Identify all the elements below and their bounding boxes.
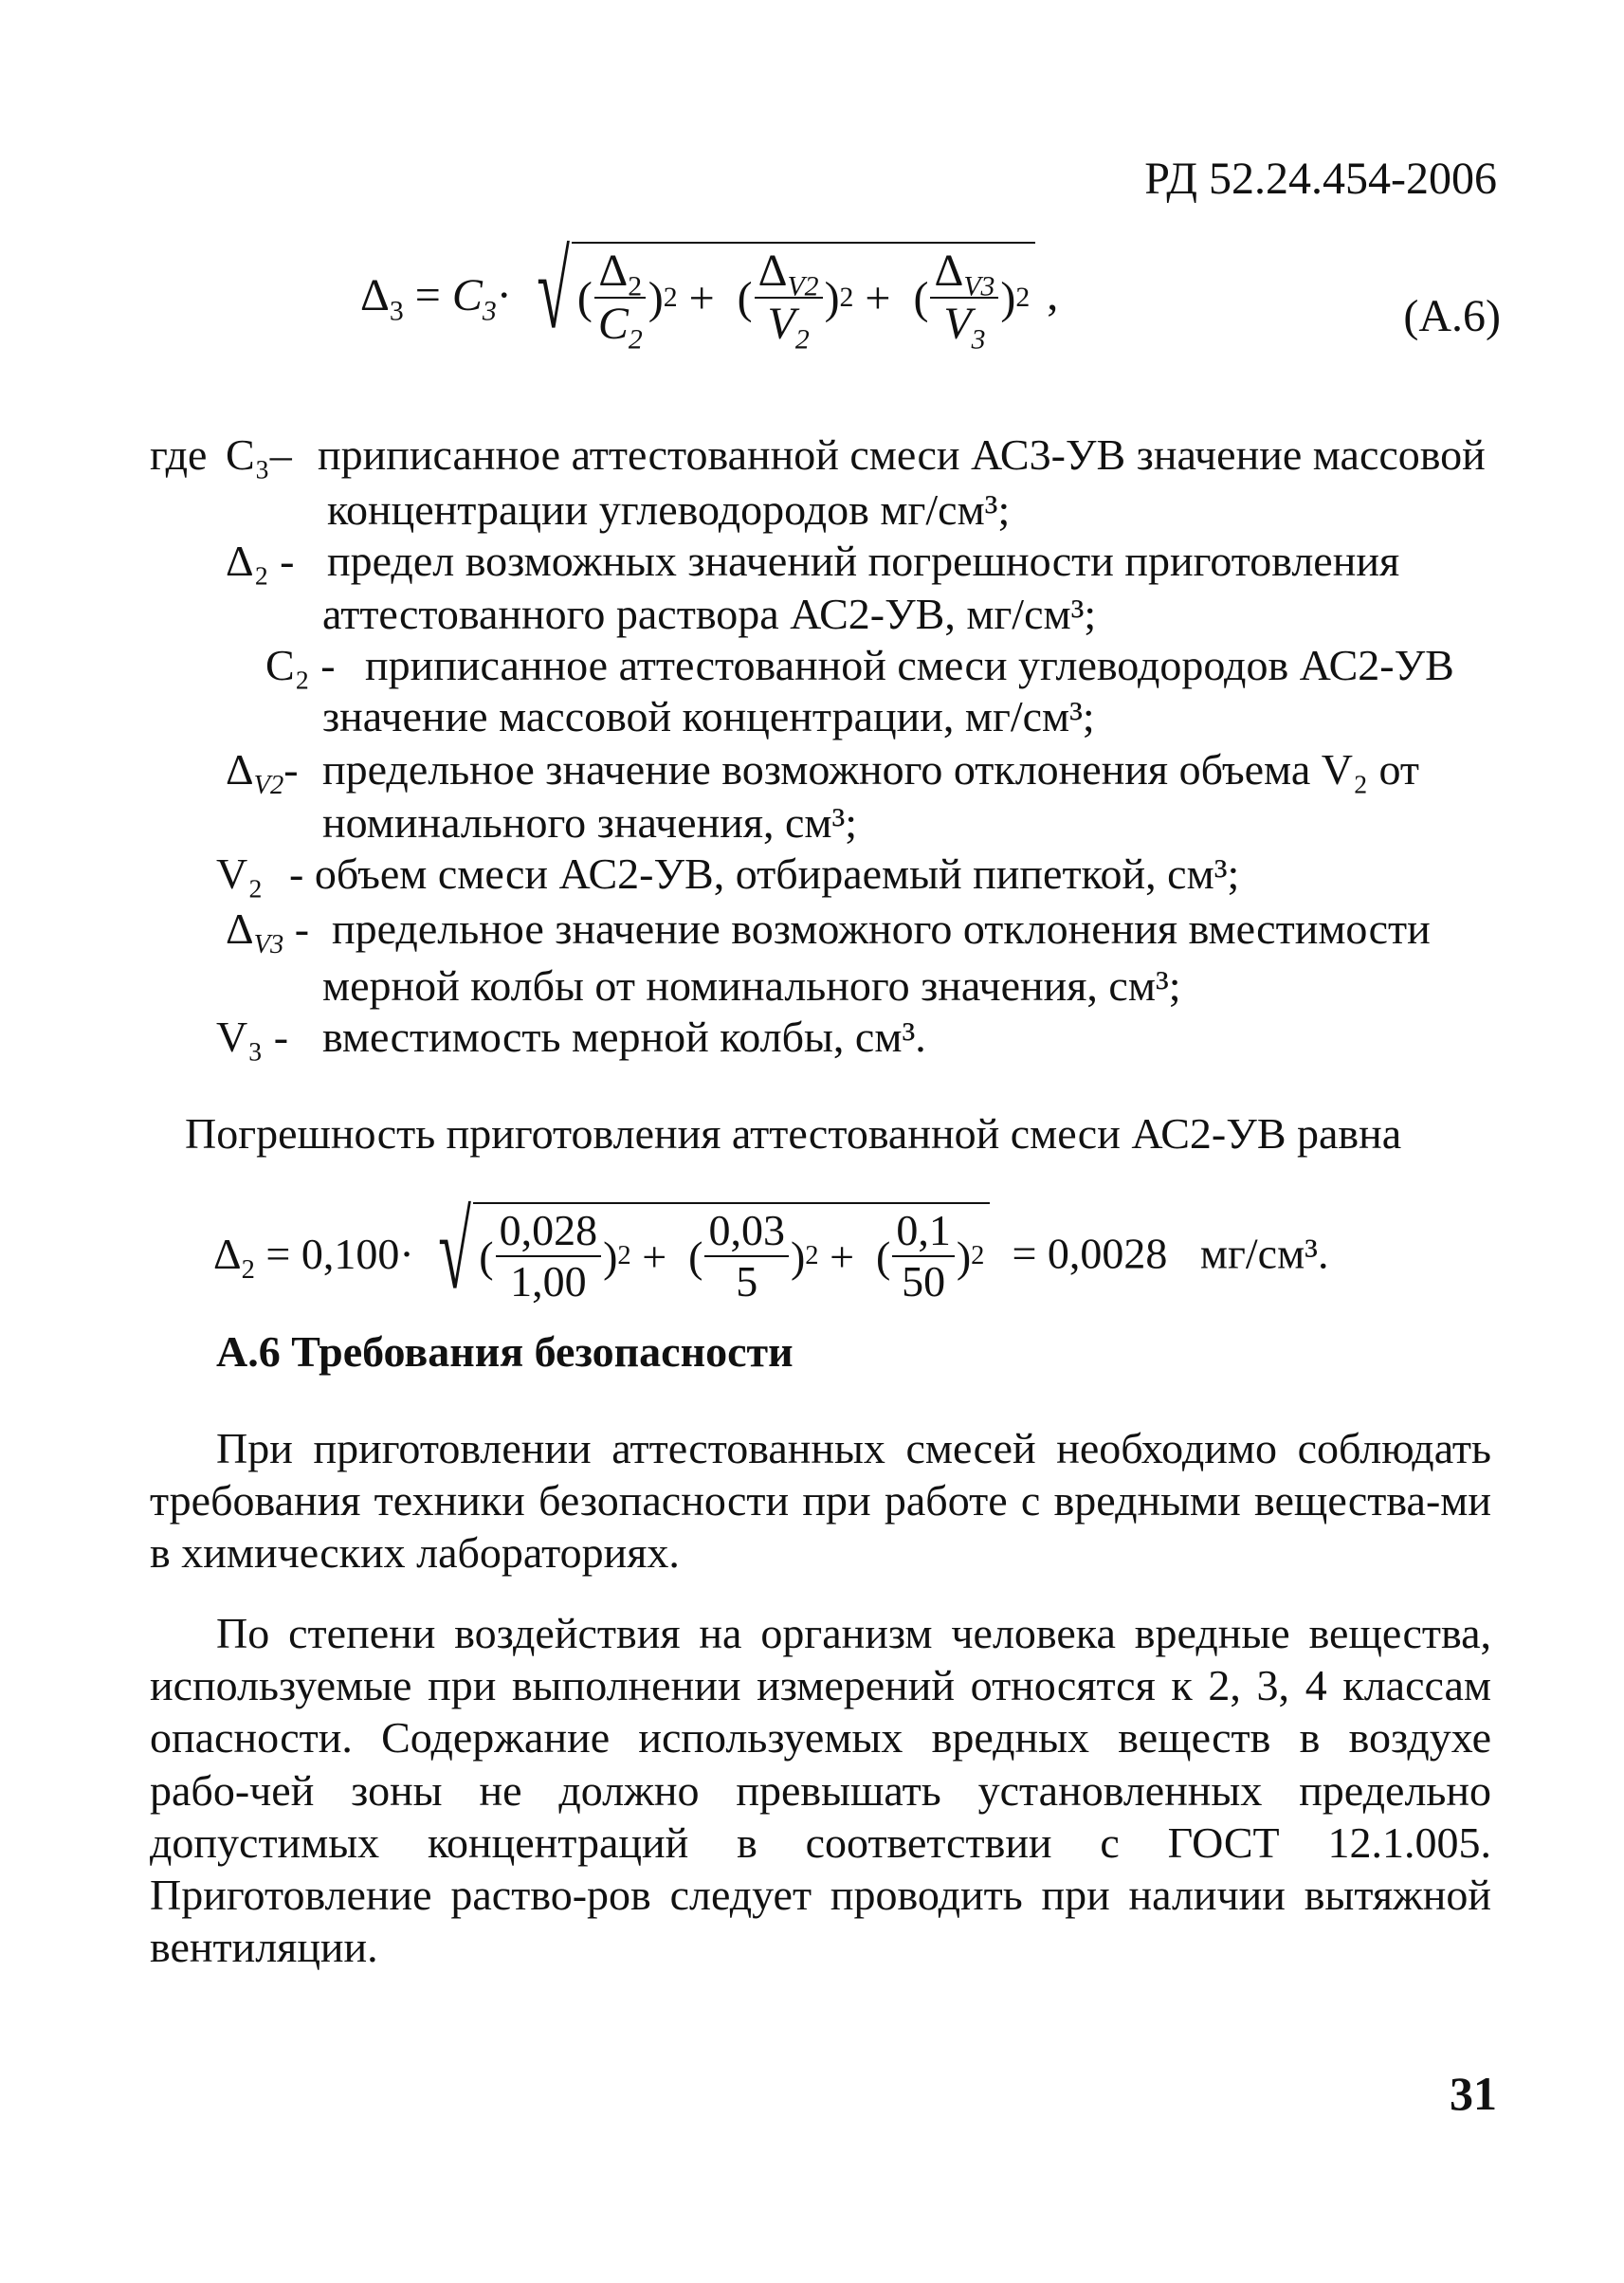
definition-text: мерной колбы от номинального значения, см³;: [322, 961, 1181, 1010]
sqrt-a6: √ ( $\frac{\Delta_2}{C_2}$ ) 2 + ( $\frac{\Delta_{V2}}{V_2}$ ) 2 + ( $\frac{\Delta_{V3}}{V_3}$ ) 2: [523, 242, 1036, 349]
definition-text: предельное значение возможного отклонения объема V₂ от: [322, 745, 1420, 794]
definition-symbol: $\Delta_{V3}$ -: [226, 904, 310, 960]
definition-symbol: V₃ -: [216, 1013, 289, 1061]
definition-text: предел возможных значений погрешности приготовления: [327, 537, 1400, 585]
definition-symbol: Δ₂ -: [226, 537, 295, 585]
definition-text: приписанное аттестованной смеси углеводородов АС2-УВ: [365, 641, 1454, 689]
intro-paragraph: Погрешность приготовления аттестованной смеси АС2-УВ равна: [185, 1109, 1402, 1158]
equation-number: (А.6): [1403, 291, 1501, 341]
body-paragraph: При приготовлении аттестованных смесей необходимо соблюдать требования техники безопасности при работе с вредными вещества-ми в химических лабораториях.: [150, 1424, 1491, 1578]
definition-symbol: C₃–: [226, 430, 292, 479]
definition-symbol: $\Delta_{V2}-$: [226, 745, 299, 801]
definition-text: предельное значение возможного отклонения вместимости: [332, 904, 1431, 953]
definitions-intro: где: [150, 430, 208, 479]
section-heading: А.6 Требования безопасности: [216, 1327, 794, 1376]
definition-text: - объем смеси АС2-УВ, отбираемый пипеткой, см³;: [289, 849, 1240, 898]
definition-symbol: V₂: [216, 849, 264, 898]
page-number: 31: [1450, 2067, 1497, 2120]
definition-text: номинального значения, см³;: [322, 798, 858, 847]
formula-a6: $\Delta_3 = C_3\cdot$ √ ( $\frac{\Delta_2}{C_2}$ ) 2 + ( $\frac{\Delta_{V2}}{V_2}$ ) 2 + ( $\frac{\Delta_{V3}}{V_3}$ ) 2 ,: [360, 230, 1059, 356]
definition-text: вместимость мерной колбы, см³.: [322, 1013, 926, 1061]
document-code: РД 52.24.454-2006: [1144, 154, 1497, 204]
formula-calculation: $\Delta_2 = 0,100\cdot$ √ ( $\frac{0,028}{1,00}$ ) 2 + ( $\frac{0,03}{5}$ ) 2 + ( $\frac{0,1}{50}$ ) 2 = 0,0028 мг/см³.: [213, 1191, 1329, 1311]
definition-text: значение массовой концентрации, мг/см³;: [322, 692, 1095, 740]
definition-text: аттестованного раствора АС2-УВ, мг/см³;: [322, 590, 1097, 638]
body-paragraph: По степени воздействия на организм человека вредные вещества, используемые при выполнении измерений относятся к 2, 3, 4 классам опасности. Содержание используемых вредных веществ в воздухе рабо-чей зоны не должно превышать установленных предельно допустимых концентраций в соответствии с ГОСТ 12.1.005. Приготовление раство-ров следует проводить при наличии вытяжной вентиляции.: [150, 1609, 1491, 1972]
sqrt-calculation: √ ( $\frac{0,028}{1,00}$ ) 2 + ( $\frac{0,03}{5}$ ) 2 + ( $\frac{0,1}{50}$ ) 2: [425, 1202, 990, 1306]
definition-text: концентрации углеводородов мг/см³;: [327, 485, 1011, 534]
definition-symbol: C₂ -: [265, 641, 336, 689]
definition-text: приписанное аттестованной смеси АС3-УВ значение массовой: [318, 430, 1486, 479]
